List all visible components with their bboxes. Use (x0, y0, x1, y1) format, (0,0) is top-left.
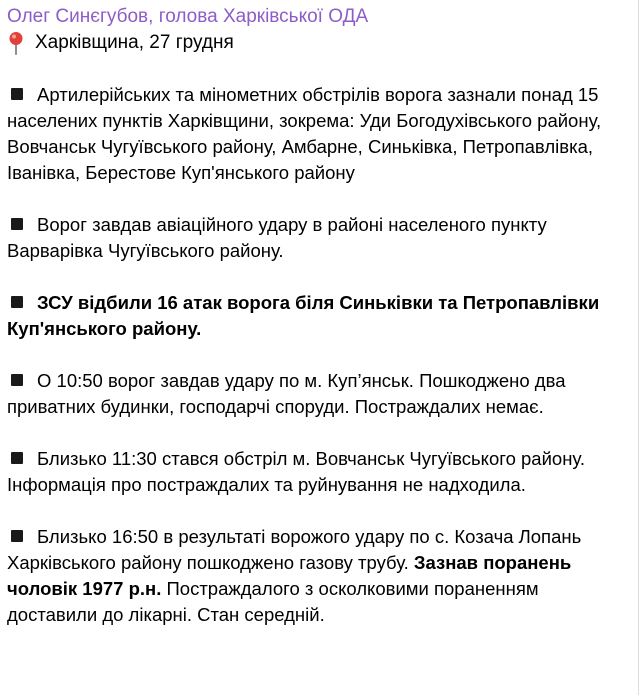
paragraph-text-before: Близько 16:50 в результаті ворожого удару по с. Козача Лопань Харківського району пошкоджено газову трубу. (7, 526, 582, 573)
paragraph-text: ЗСУ відбили 16 атак ворога біля Синьківки та Петропавлівки Куп'янського району. (7, 292, 600, 339)
paragraph-text-bold: Зазнав поранень чоловік 1977 р.н. (7, 552, 572, 599)
location-text: Харківщина, 27 грудня (35, 32, 234, 53)
message-paragraph (7, 212, 628, 264)
black-square-icon (11, 374, 23, 386)
message-paragraph (7, 82, 628, 186)
black-square-icon (11, 88, 23, 100)
paragraph-text: Артилерійських та мінометних обстрілів ворога зазнали понад 15 населених пунктів Харківщини, зокрема: Уди Богодухівського району, Вовчанськ Чугуївського району, Амбарне, Синьківка, Петропавлівка, Іванівка, Берестове Куп'янського району (7, 84, 602, 183)
paragraph-text: Близько 11:30 стався обстріл м. Вовчанськ Чугуївського району. Інформація про постраждалих та руйнування не надходила. (7, 448, 585, 495)
message-paragraph (7, 524, 628, 628)
black-square-icon (11, 530, 23, 542)
paragraph-text: О 10:50 ворог завдав удару по м. Куп’янськ. Пошкоджено два приватних будинки, господарчі споруди. Постраждалих немає. (7, 370, 566, 417)
paragraph-text: Ворог завдав авіаційного удару в районі населеного пункту Варварівка Чугуївського району. (7, 214, 547, 261)
message-paragraph (7, 368, 628, 420)
sender-name[interactable]: Олег Синєгубов, голова Харківської ОДА (7, 6, 369, 27)
paragraph-text-after: Постраждалого з осколковими пораненням доставили до лікарні. Стан середній. (7, 578, 539, 625)
message-paragraph-bold (7, 290, 628, 342)
black-square-icon (11, 218, 23, 230)
black-square-icon (11, 296, 23, 308)
location-line (7, 30, 628, 56)
pushpin-icon (7, 31, 29, 55)
message-paragraph (7, 446, 628, 498)
black-square-icon (11, 452, 23, 464)
